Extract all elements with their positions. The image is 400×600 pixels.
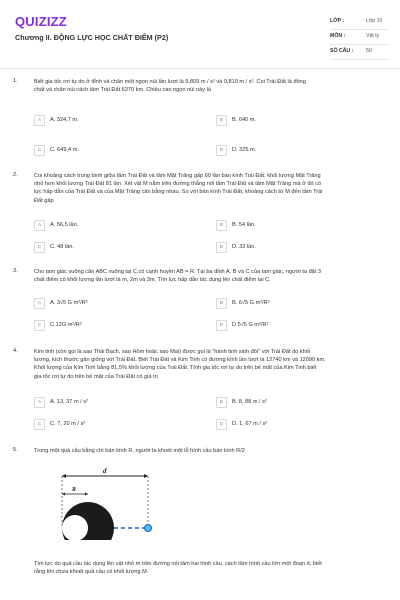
meta-label-subject: MÔN :	[330, 33, 346, 39]
question-text	[34, 172, 390, 205]
question-line: Đất gấp	[34, 197, 54, 204]
option-text: C. 48 lần.	[50, 244, 74, 250]
question-line: Trong một quả cầu bằng chì bán kính R, người ta khoét một lỗ hình cầu bán kính R/2	[34, 448, 245, 454]
option-b[interactable]	[216, 115, 366, 128]
option-text: D. 32 lần.	[232, 244, 256, 250]
question-line: Kim tinh (còn gọi là sao Thái Bạch, sao Hôm hoặc sao Mai) được gọi là "hành tinh sinh đôi" với Trái Đất do khối	[34, 349, 311, 355]
option-text: A. 56,5 lần.	[50, 222, 79, 228]
arrow-head-right	[144, 474, 148, 478]
small-mass-m	[145, 525, 152, 532]
question-text	[34, 447, 390, 455]
question-line: chất và chân núi cách tâm Trái Đất 6370 km. Chiều cao ngọn núi này là	[34, 87, 211, 94]
question-line: chất điểm có khối lượng lần lượt là m, 2m và 3m. Tìm lực hấp dẫn tác dụng lên chất điểm tại C.	[34, 277, 271, 284]
option-b[interactable]	[216, 220, 366, 233]
option-letter-box: B	[216, 115, 227, 126]
option-letter-box: D	[216, 145, 227, 156]
question-number: 5.	[13, 447, 18, 453]
worksheet-meta-table	[330, 15, 388, 60]
meta-row-class	[330, 15, 388, 30]
option-b[interactable]	[216, 298, 366, 311]
option-text: D. 1, 67 m / s²	[232, 421, 268, 427]
hollow-sphere-figure	[52, 464, 162, 540]
question-number: 4.	[13, 348, 18, 354]
option-c[interactable]	[34, 145, 184, 158]
option-text: B. 6√5 G m²/R²	[232, 300, 270, 306]
worksheet-header	[0, 0, 400, 66]
option-letter-box: B	[216, 397, 227, 408]
option-d[interactable]	[216, 242, 366, 255]
option-text: B. 54 lần.	[232, 222, 256, 228]
option-text: D.5√5 G m²/R²	[232, 322, 269, 328]
option-letter-box: C	[34, 320, 45, 331]
option-letter-box: A	[34, 220, 45, 231]
question-number: 2.	[13, 172, 18, 178]
option-a[interactable]	[34, 220, 184, 233]
option-letter-box: C	[34, 419, 45, 430]
meta-value-question-count: 50	[366, 48, 372, 54]
label-r: R	[72, 487, 77, 493]
question-line: Khối lượng của Kim Tinh bằng 81,5% khối lượng của Trái Đất. Tính gia tốc rơi tự do trên bề mặt của Kim Tinh biết	[34, 365, 317, 372]
option-letter-box: B	[216, 298, 227, 309]
option-letter-box: A	[34, 397, 45, 408]
option-text: A. 13, 37 m / s²	[50, 399, 88, 405]
question-text	[34, 78, 390, 94]
option-text: A. 3√5 G m²/R²	[50, 300, 88, 306]
question-line: Biết gia tốc rơi tự do ở đỉnh và chân một ngọn núi lần lượt là 9,809 m / s² và 9,810 m / s². Coi Trái Đất là đồng	[34, 79, 306, 85]
option-text: B. 640 m.	[232, 117, 256, 123]
question-text	[34, 560, 390, 576]
question-text	[34, 348, 390, 381]
option-c[interactable]	[34, 419, 184, 432]
option-d[interactable]	[216, 320, 366, 333]
option-d[interactable]	[216, 145, 366, 158]
label-d: d	[103, 467, 107, 475]
option-text: C. 7, 20 m / s²	[50, 421, 86, 427]
option-text: D. 325 m.	[232, 147, 257, 153]
option-letter-box: D	[216, 320, 227, 331]
option-c[interactable]	[34, 242, 184, 255]
meta-value-subject: Vật lý	[366, 33, 379, 39]
quizizz-logo: QUIZIZZ	[15, 14, 67, 29]
option-d[interactable]	[216, 419, 366, 432]
option-b[interactable]	[216, 397, 366, 410]
option-text: C.12G m²/R²	[50, 322, 82, 328]
option-letter-box: C	[34, 242, 45, 253]
meta-value-class: Lớp 10	[366, 18, 383, 24]
option-c[interactable]	[34, 320, 184, 333]
meta-row-question-count	[330, 45, 388, 60]
question-line: gia tốc rơi tự do trên bề mặt của Trái Đất có giá trị	[34, 373, 158, 380]
option-letter-box: A	[34, 298, 45, 309]
question-line: Cho tam giác vuông cân ABC vuông tại C,có cạnh huyền AB = R. Tại ba đỉnh A, B và C của tam giác, người ta đặt 3	[34, 269, 322, 275]
meta-row-subject	[330, 30, 388, 45]
question-line: lực hấp dẫn của Trái Đất và của Mặt Trăng cân bằng nhau. So với bán kính Trái Đất, khoảng cách từ M đến tâm Trái	[34, 189, 323, 196]
question-number: 3.	[13, 268, 18, 274]
question-line: nhỏ hơn khối lượng Trái Đất 81 lần. Xét vật M nằm trên đường thẳng nối tâm Trái Đất và tâm Mặt Trăng mà ở đó có	[34, 181, 322, 188]
option-a[interactable]	[34, 298, 184, 311]
option-a[interactable]	[34, 397, 184, 410]
arrow-head-left	[62, 493, 65, 496]
meta-label-question-count: SỐ CÂU :	[330, 48, 354, 54]
question-line: Coi khoảng cách trung bình giữa tâm Trái Đất và tâm Mặt Trăng gấp 60 lần bán kính Trái Đất; khối lượng Mặt Trăng	[34, 173, 321, 179]
header-divider	[0, 68, 400, 69]
question-line: Tìm lực do quả cầu tác dụng lên vật nhỏ m trên đường nối tâm hai hình cầu, cách tâm hình cầu lớn một đoạn d, biết	[34, 561, 322, 567]
question-line: lượng, kích thước gần giống với Trái Đất. Biết Trái Đất và Kim Tinh có đường kính lần lượt là 12740 km và 12090 km.	[34, 357, 326, 364]
option-letter-box: D	[216, 419, 227, 430]
option-text: B. 8, 88 m / s²	[232, 399, 267, 405]
meta-label-class: LỚP :	[330, 18, 345, 24]
arrow-head-left	[62, 474, 66, 478]
option-a[interactable]	[34, 115, 184, 128]
option-text: A. 324,7 m.	[50, 117, 79, 123]
arrow-head-right	[85, 493, 88, 496]
worksheet-title: Chương II. ĐỘNG LỰC HỌC CHẤT ĐIỂM (P2)	[15, 33, 169, 42]
option-letter-box: A	[34, 115, 45, 126]
question-line: rằng khi chưa khoét quả cầu có khối lượng M.	[34, 569, 149, 576]
question-text	[34, 268, 390, 284]
option-letter-box: C	[34, 145, 45, 156]
option-letter-box: D	[216, 242, 227, 253]
option-text: C. 649,4 m.	[50, 147, 79, 153]
question-number: 1.	[13, 78, 18, 84]
spherical-cavity	[62, 515, 88, 540]
option-letter-box: B	[216, 220, 227, 231]
